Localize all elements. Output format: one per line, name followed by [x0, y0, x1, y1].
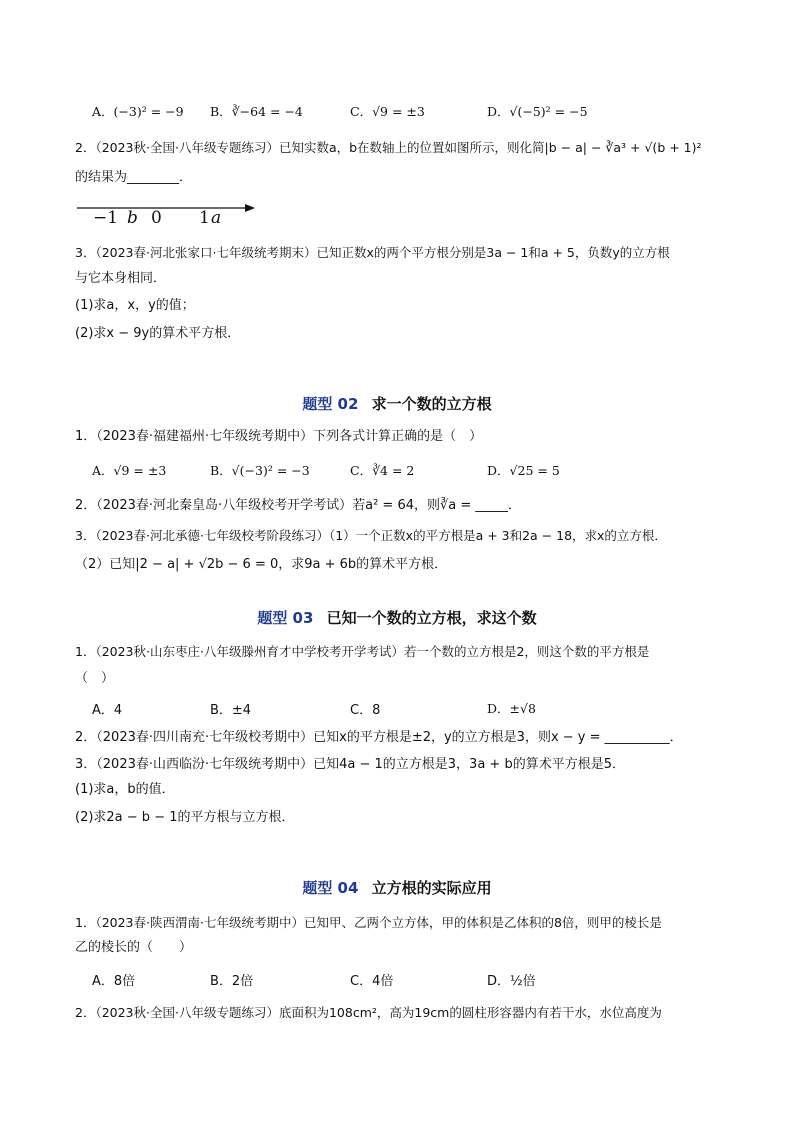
s04-option-c: C．4倍 [350, 974, 394, 989]
s02-option-d: D．√25 = 5 [487, 463, 560, 478]
s04-question-1-line2: 乙的棱长的（ ） [75, 940, 193, 955]
s04-question-1-line1: 1．（2023春·陕西渭南·七年级统考期中）已知甲、乙两个立方体，甲的体积是乙体积的8倍，则甲的棱长是 [75, 915, 662, 930]
option-a: A．(−3)² = −9 [92, 104, 184, 119]
s03-option-a: A．4 [92, 703, 123, 718]
s04-option-d: D．½倍 [487, 974, 536, 989]
s03-question-3-sub1: (1)求a，b的值． [75, 782, 175, 797]
section-03-title: 已知一个数的立方根，求这个数 [326, 609, 537, 627]
section-02-heading [0, 393, 794, 414]
s03-question-3-sub2: (2)求2a − b − 1的平方根与立方根． [75, 810, 295, 825]
s03-question-3: 3．（2023春·山西临汾·七年级统考期中）已知4a − 1的立方根是3，3a + b的算术平方根是5． [75, 757, 625, 772]
question-3-sub2: (2)求x − 9y的算术平方根． [75, 326, 241, 341]
question-2-line2: 的结果为________． [75, 170, 193, 185]
s03-option-c: C．8 [350, 703, 381, 718]
section-04-label: 题型 04 [302, 879, 359, 897]
number-line-label-a: a [211, 208, 222, 228]
question-3-sub1: (1)求a，x，y的值； [75, 298, 195, 313]
s02-option-b: B．√(−3)² = −3 [210, 463, 310, 478]
s04-option-b: B．2倍 [210, 974, 254, 989]
number-line-label-0: 0 [151, 208, 162, 228]
s03-option-b: B．±4 [210, 703, 252, 718]
number-line-figure [75, 198, 260, 228]
s02-question-3-line1: 3．（2023春·河北承德·七年级校考阶段练习）（1）一个正数x的平方根是a + 3和2a − 18，求x的立方根． [75, 528, 667, 543]
s04-options-row [92, 970, 712, 990]
question-2-line1: 2．（2023秋·全国·八年级专题练习）已知实数a，b在数轴上的位置如图所示，则化简|b − a| − ∛a³ + √(b + 1)² [75, 140, 702, 155]
s02-option-a: A．√9 = ±3 [92, 463, 167, 478]
section-02-label: 题型 02 [302, 395, 359, 413]
s02-option-c: C．∛4 = 2 [350, 463, 415, 478]
s03-option-d: D．±√8 [487, 701, 536, 716]
options-row-1 [92, 102, 712, 122]
s02-question-2: 2．（2023春·河北秦皇岛·八年级校考开学考试）若a² = 64，则∛a = _____． [75, 498, 521, 513]
number-line-label-1: 1 [199, 208, 210, 228]
option-d: D．√(−5)² = −5 [487, 104, 588, 119]
s02-question-3-line2: （2）已知|2 − a| + √2b − 6 = 0，求9a + 6b的算术平方根． [75, 557, 448, 572]
number-line-label-neg1: −1 [93, 208, 119, 228]
section-03-label: 题型 03 [257, 609, 314, 627]
section-03-heading [0, 607, 794, 628]
s04-option-a: A．8倍 [92, 974, 136, 989]
section-02-title: 求一个数的立方根 [371, 395, 492, 413]
s02-options-row [92, 461, 712, 481]
question-3-line2: 与它本身相同． [75, 271, 167, 286]
number-line-label-b: b [127, 208, 138, 228]
s03-question-1-line1: 1．（2023秋·山东枣庄·八年级滕州育才中学校考开学考试）若一个数的立方根是2，则这个数的平方根是 [75, 644, 650, 659]
section-04-heading [0, 877, 794, 898]
s02-question-1: 1．（2023春·福建福州·七年级统考期中）下列各式计算正确的是（ ） [75, 429, 483, 444]
s04-question-2: 2．（2023秋·全国·八年级专题练习）底面积为108cm²，高为19cm的圆柱形容器内有若干水，水位高度为 [75, 1005, 662, 1020]
option-b: B．∛−64 = −4 [210, 104, 303, 119]
option-c: C．√9 = ±3 [350, 104, 425, 119]
question-3-line1: 3．（2023春·河北张家口·七年级统考期末）已知正数x的两个平方根分别是3a − 1和a + 5，负数y的立方根 [75, 245, 670, 260]
section-04-title: 立方根的实际应用 [371, 879, 492, 897]
s03-question-2: 2．（2023春·四川南充·七年级校考期中）已知x的平方根是±2，y的立方根是3，则x − y = __________． [75, 730, 683, 745]
s03-options-row [92, 699, 712, 719]
s03-question-1-line2: （ ） [75, 671, 115, 686]
